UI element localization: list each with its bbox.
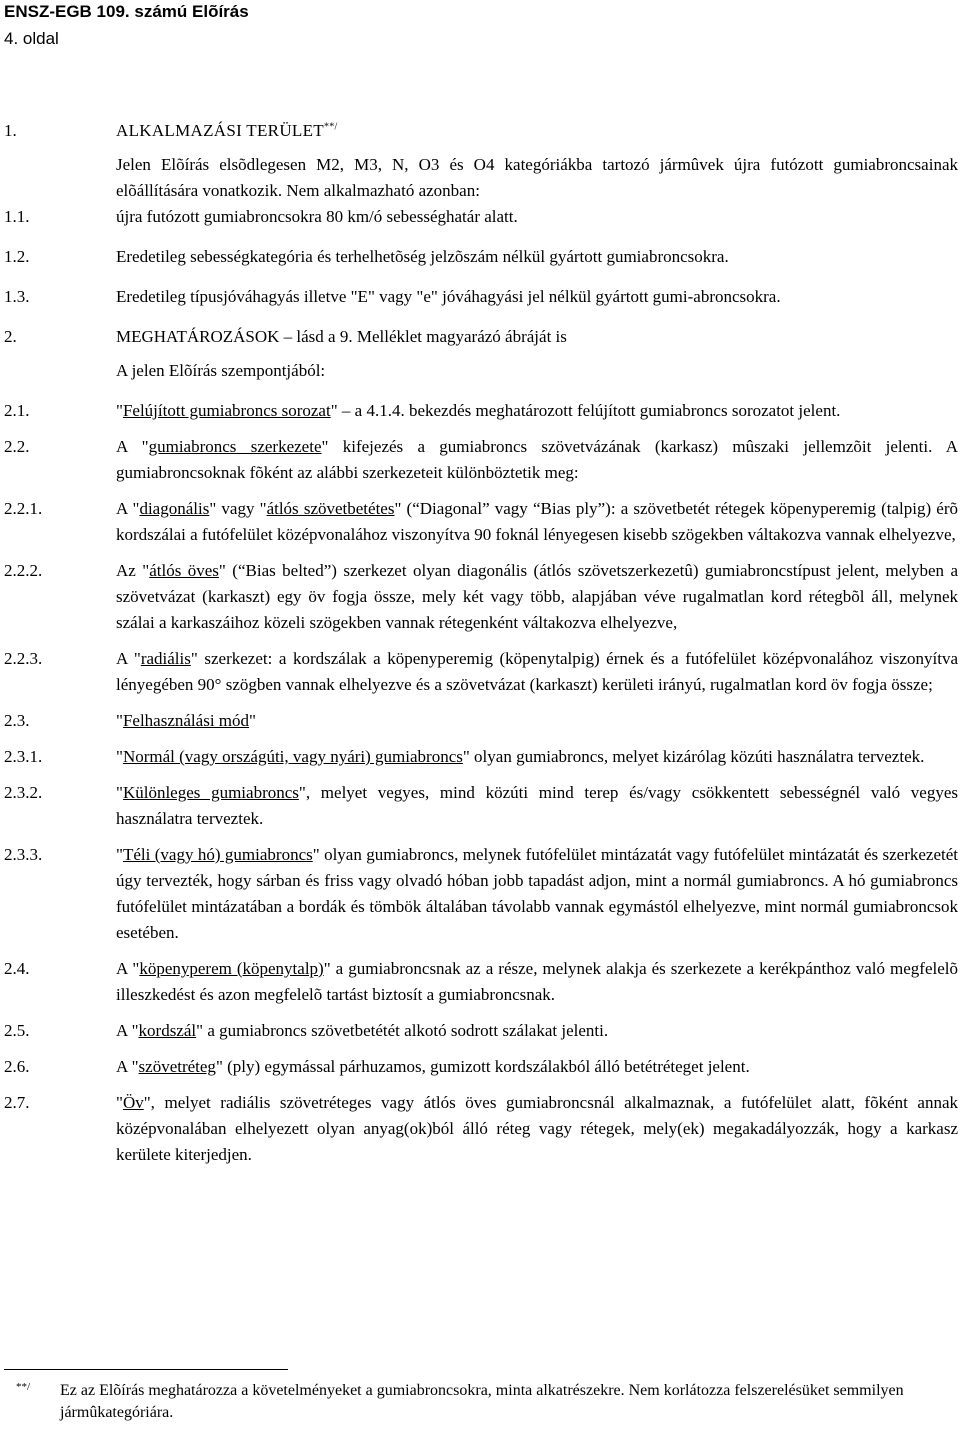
defined-term: átlós öves <box>149 561 219 580</box>
section-2-2-3: 2.2.3. A "radiális" szerkezet: a kordszálak a köpenyperemig (köpenytalpig) érnek és a futófelület középvonalához viszonyítva lényegében 90° szögben vannak elhelyezve és a szövetvázat (karkaszt) kerületi irányú, rugalmatlan kord öv fogja össze; <box>4 646 958 698</box>
defined-term: gumiabroncs szerkezete <box>148 437 322 456</box>
section-number: 1. <box>4 121 17 140</box>
section-number: 2.3.1. <box>4 747 43 766</box>
defined-term: Felújított gumiabroncs sorozat <box>122 401 331 420</box>
defined-term: kordszál <box>138 1021 197 1040</box>
defined-term: Téli (vagy hó) gumiabroncs <box>122 845 313 864</box>
section-2-7: 2.7. "Öv", melyet radiális szövetréteges vagy átlós öves gumiabroncsnál alkalmaznak, a futófelület alatt, fõként annak középvonalában elhelyezett olyan anyag(ok)ból álló réteg vagy rétegek, mely(ek) megakadályozzák, hogy a karkasz kerülete kiterjedjen. <box>4 1090 958 1168</box>
section-number: 2.5. <box>4 1021 30 1040</box>
page-number: 4. oldal <box>4 29 59 48</box>
paragraph-text: újra futózott gumiabroncsokra 80 km/ó sebességhatár alatt. <box>116 207 518 226</box>
section-title-note: – lásd a 9. Melléklet magyarázó ábráját is <box>279 327 567 346</box>
defined-term: Normál (vagy országúti, vagy nyári) gumiabroncs <box>122 747 463 766</box>
paragraph-text: " a gumiabroncsnak az a része, melynek alakja és szerkezete a kerékpánthoz való megfelelõ illeszkedést és azon megfelelõ tartást biztosít a gumiabroncsnak. <box>116 959 959 1004</box>
section-number: 2.7. <box>4 1093 30 1112</box>
section-number: 2.2.3. <box>4 649 43 668</box>
footnote-ref: **/ <box>323 121 338 133</box>
paragraph-text: " a gumiabroncs szövetbetétét alkotó sodrott szálakat jelenti. <box>196 1021 609 1040</box>
section-number: 2. <box>4 327 17 346</box>
defined-term: Öv <box>122 1093 144 1112</box>
paragraph-text: ", melyet vegyes, mind közúti mind terep és/vagy csökkentett sebességnél való vegyes használatra terveztek. <box>116 783 958 828</box>
document-title: ENSZ-EGB 109. számú Elõírás <box>4 2 249 21</box>
paragraph-text: " (“Bias belted”) szerkezet olyan diagonális (átlós szövetszerkezetû) gumiabroncstípust jelent, melyben a szövetvázat (karkaszt) egy öv fogja össze, mely két vagy több, alapjában véve rugalmatlan kord rétegbõl áll, melynek szálai a karkaszáihoz közeli szögekben vannak rétegenként váltakozva elhelyezve, <box>116 561 958 632</box>
section-number: 2.3.2. <box>4 783 43 802</box>
defined-term: átlós szövetbetétes <box>266 499 395 518</box>
defined-term: köpenyperem (köpenytalp) <box>139 959 324 978</box>
section-number: 2.2.2. <box>4 561 43 580</box>
footnote-divider <box>4 1369 288 1370</box>
section-2-2-1: 2.2.1. A "diagonális" vagy "átlós szövetbetétes" (“Diagonal” vagy “Bias ply”): a szövetbetét rétegek köpenyperemig (talpig) érõ kordszálai a futófelület középvonalához viszonyítva 90 foknál lényegesen kisebb szögekben váltakozva vannak elhelyezve, <box>4 496 958 548</box>
paragraph-text: " (ply) egymással párhuzamos, gumizott kordszálakból álló betétréteget jelent. <box>215 1057 750 1076</box>
section-2-2-2: 2.2.2. Az "átlós öves" (“Bias belted”) szerkezet olyan diagonális (átlós szövetszerkezetû) gumiabroncstípust jelent, melyben a szövetvázat (karkaszt) egy öv fogja össze, mely két vagy több, alapjában véve rugalmatlan kord rétegbõl áll, melynek szálai a karkaszáihoz közeli szögekben vannak rétegenként váltakozva elhelyezve, <box>4 558 958 636</box>
section-1-1 <box>4 204 958 230</box>
page-header <box>4 2 249 50</box>
paragraph-text: " olyan gumiabroncs, melynek futófelület mintázatát vagy futófelület mintázatát és szerkezetét úgy tervezték, hogy sárban és friss vagy olvadó hóban jobb tapadást adjon, mint a normál gumiabroncs. A hó gumiabroncs futófelület mintázatában a bordák és tömbök általában távolabb vannak egymástól elhelyezve, mint normál gumiabroncsok esetében. <box>116 845 959 942</box>
paragraph-text: Jelen Elõírás elsõdlegesen M2, M3, N, O3 és O4 kategóriákba tartozó jármûvek újra futózott gumiabroncsainak elõállítására vonatkozik. Nem alkalmazható azonban: <box>116 155 958 200</box>
defined-term: szövetréteg <box>138 1057 216 1076</box>
section-number: 2.4. <box>4 959 30 978</box>
section-2-3-3: 2.3.3. "Téli (vagy hó) gumiabroncs" olyan gumiabroncs, melynek futófelület mintázatát vagy futófelület mintázatát és szerkezetét úgy tervezték, hogy sárban és friss vagy olvadó hóban jobb tapadást adjon, mint a normál gumiabroncs. A hó gumiabroncs futófelület mintázatában a bordák és tömbök általában távolabb vannak egymástól elhelyezve, mint normál gumiabroncsok esetében. <box>4 842 958 946</box>
section-2-3-2: 2.3.2. "Különleges gumiabroncs", melyet vegyes, mind közúti mind terep és/vagy csökkentett sebességnél való vegyes használatra terveztek. <box>4 780 958 832</box>
section-1-heading <box>4 118 958 144</box>
defined-term: Felhasználási mód <box>122 711 250 730</box>
section-2-1: 2.1. "Felújított gumiabroncs sorozat" – a 4.1.4. bekezdés meghatározott felújított gumiabroncs sorozatot jelent. <box>4 398 958 424</box>
section-number: 2.1. <box>4 401 30 420</box>
defined-term: diagonális <box>139 499 210 518</box>
section-title: ALKALMAZÁSI TERÜLET <box>116 121 324 140</box>
paragraph-text: – a 4.1.4. bekezdés meghatározott felújított gumiabroncs sorozatot jelent. <box>337 401 841 420</box>
section-number: 2.2.1. <box>4 499 43 518</box>
paragraph-text: ", melyet radiális szövetréteges vagy átlós öves gumiabroncsnál alkalmaznak, a futófelület alatt, fõként annak középvonalában elhelyezett olyan anyag(ok)ból álló réteg vagy rétegek, mely(ek) megakadályozzák, hogy a karkasz kerülete kiterjedjen. <box>116 1093 958 1164</box>
section-2-6: 2.6. A "szövetréteg" (ply) egymással párhuzamos, gumizott kordszálakból álló betétréteget jelent. <box>4 1054 958 1080</box>
section-1-3 <box>4 284 958 310</box>
paragraph-text: " szerkezet: a kordszálak a köpenyperemig (köpenytalpig) érnek és a futófelület középvonalához viszonyítva lényegében 90° szögben vannak elhelyezve és a szövetvázat (karkaszt) kerületi irányú, rugalmatlan kord öv fogja össze; <box>116 649 958 694</box>
paragraph-text: " kifejezés a gumiabroncs szövetvázának (karkasz) mûszaki jellemzõit jelenti. A gumiabroncsoknak fõként az alábbi szerkezeteit különböztetik meg: <box>116 437 958 482</box>
section-2-2: 2.2. A "gumiabroncs szerkezete" kifejezés a gumiabroncs szövetvázának (karkasz) mûszaki jellemzõit jelenti. A gumiabroncsoknak fõként az alábbi szerkezeteit különböztetik meg: <box>4 434 958 486</box>
section-2-5: 2.5. A "kordszál" a gumiabroncs szövetbetétét alkotó sodrott szálakat jelenti. <box>4 1018 958 1044</box>
paragraph-text: " (“Diagonal” vagy “Bias ply”): a szövetbetét rétegek köpenyperemig (talpig) érõ kordszálai a futófelület középvonalához viszonyítva 90 foknál lényegesen kisebb szögekben váltakozva vannak elhelyezve, <box>116 499 958 544</box>
section-number: 2.3. <box>4 711 30 730</box>
paragraph-text: Eredetileg sebességkategória és terhelhetõség jelzõszám nélkül gyártott gumiabroncsokra. <box>116 247 729 266</box>
footnote-mark: **/ <box>16 1381 31 1393</box>
section-1-intro <box>4 152 958 204</box>
section-number: 1.2. <box>4 247 30 266</box>
section-number: 2.6. <box>4 1057 30 1076</box>
section-2-heading <box>4 324 958 350</box>
section-1-2 <box>4 244 958 270</box>
section-number: 1.1. <box>4 207 30 226</box>
section-2-intro <box>4 358 958 384</box>
section-number: 2.2. <box>4 437 30 456</box>
document-body <box>4 118 958 1168</box>
footnote-text: Ez az Elõírás meghatározza a követelményeket a gumiabroncsokra, minta alkatrészekre. Nem korlátozza felszerelésüket semmilyen jármûkategóriára. <box>60 1382 904 1421</box>
paragraph-text: Eredetileg típusjóváhagyás illetve "E" vagy "e" jóváhagyási jel nélkül gyártott gumi-abroncsokra. <box>116 287 781 306</box>
section-title: MEGHATÁROZÁSOK <box>116 327 280 346</box>
section-number: 2.3.3. <box>4 845 43 864</box>
paragraph-text: A jelen Elõírás szempontjából: <box>116 361 326 380</box>
section-2-4: 2.4. A "köpenyperem (köpenytalp)" a gumiabroncsnak az a része, melynek alakja és szerkezete a kerékpánthoz való megfelelõ illeszkedést és azon megfelelõ tartást biztosít a gumiabroncsnak. <box>4 956 958 1008</box>
section-2-3-1: 2.3.1. "Normál (vagy országúti, vagy nyári) gumiabroncs" olyan gumiabroncs, melyet kizárólag közúti használatra terveztek. <box>4 744 958 770</box>
footnote <box>4 1380 954 1424</box>
defined-term: radiális <box>140 649 191 668</box>
defined-term: Különleges gumiabroncs <box>122 783 299 802</box>
paragraph-text: " olyan gumiabroncs, melyet kizárólag közúti használatra terveztek. <box>462 747 925 766</box>
section-number: 1.3. <box>4 287 30 306</box>
section-2-3: 2.3. "Felhasználási mód" <box>4 708 958 734</box>
